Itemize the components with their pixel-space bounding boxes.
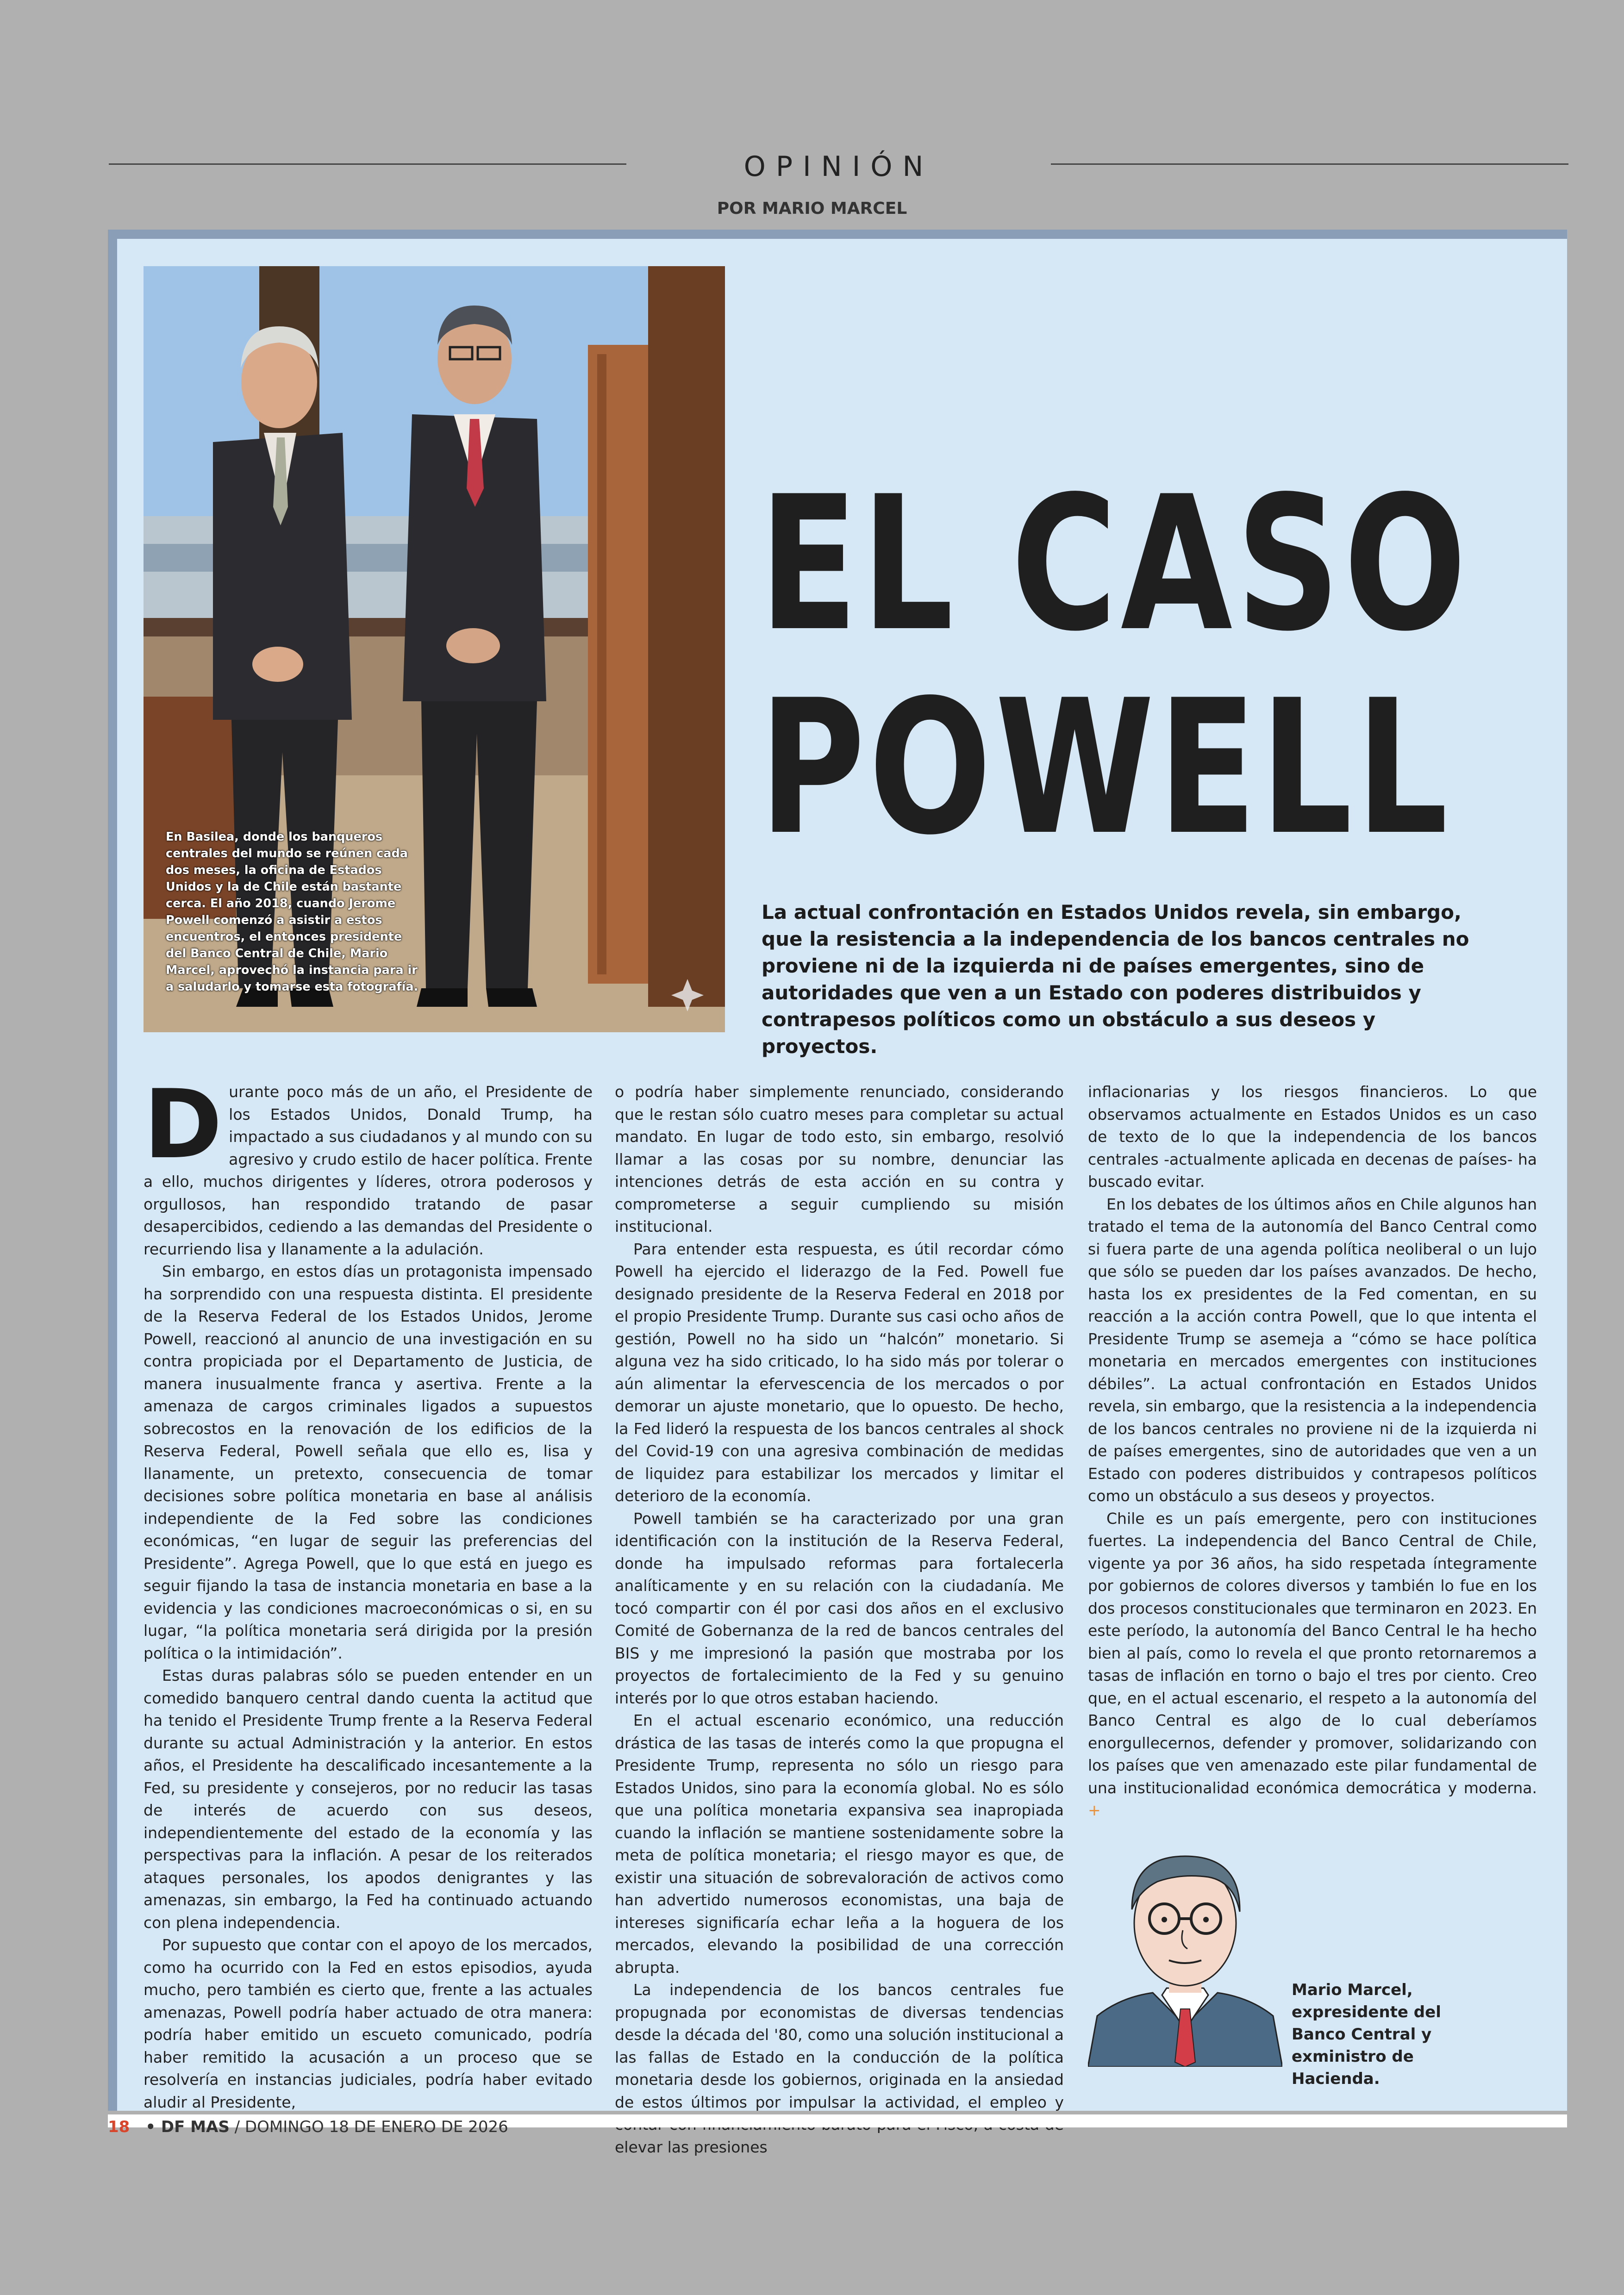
drop-cap: D [144,1070,223,1180]
body-paragraph [1088,1508,1537,1822]
paragraph-text: urante poco más de un año, el Presidente de los Estados Unidos, Donald Trump, ha impactado a sus ciudadanos y al mundo con su agresivo y crudo estilo de hacer política. Frente a ello, muchos dirigentes y líderes, otrora poderosos y orgullosos, han respondido tratando de pasar desapercibidos, cediendo a las demandas del Presidente o recurriendo lisa y llanamente a la adulación. [144,1083,593,1258]
body-column-2 [615,1081,1064,2158]
body-paragraph: La independencia de los bancos centrales fue propugnada por economistas de diversas tendencias desde la década del '80, como una solución institucional a las fallas de Estado en la conducción de la política monetaria desde los gobiernos, originada en la ansiedad de estos últimos por impulsar la actividad, el empleo y elevar las presiones [615,1981,1064,2156]
body-paragraph: inflacionarias y los riesgos financieros. Lo que observamos actualmente en Estados Unidos es un caso de texto de lo que la independencia de los bancos centrales -actualmente aplicada en decenas de países- ha buscado evitar. [1088,1083,1537,1191]
publication-name: • DF MAS [145,2118,230,2136]
body-paragraph: Para entender esta respuesta, es útil recordar cómo Powell ha ejercido el liderazgo de la Fed. Powell fue designado presidente de la Reserva Federal en 2018 por el propio Presidente Trump. Durante sus casi ocho años de gestión, Powell no ha sido un “halcón” monetario. Si alguna vez ha sido criticado, lo ha sido más por tolerar o aún alimentar la efervescencia de los mercados o por demorar un ajuste monetario, que lo opuesto. De hecho, la Fed lideró la respuesta de los bancos centrales al shock del Covid-19 con una agresiva combinación de medidas de liquidez para estabilizar los mercados y limitar el deterioro de la economía. [615,1240,1064,1505]
paragraph-text: Chile es un país emergente, pero con instituciones fuertes. La independencia del Banco Central de Chile, vigente ya por 36 años, ha sido respetada íntegramente por gobiernos de colores diversos y también lo fue en los dos procesos constitucionales que terminaron en 2023. En este período, la autonomía del Banco Central le ha hecho bien al país, como lo revela el que pronto retornaremos a tasas de inflación en torno o bajo el tres por ciento. Creo que, en el actual escenario, el respeto a la autonomía del Banco Central es algo de lo cual deberíamos enorgullecernos, defender y promover, solidarizando con los países que ven amenazado este pilar fundamental de una institucionalidad económica democrática y moderna. [1088,1509,1537,1797]
byline: POR MARIO MARCEL [717,199,907,218]
headline-line-1: EL CASO [759,457,1470,672]
body-paragraph: Estas duras palabras sólo se pueden entender en un comedido banquero central dando cuenta la actitud que ha tenido el Presidente Trump frente a la Reserva Federal durante su actual Administración y la anterior. En estos años, el Presidente ha descalificado incesantemente a la Fed, su presidente y consejeros, por no reducir las tasas de interés de acuerdo con sus deseos, independientemente del estado de la economía y las perspectivas para la inflación. A pesar de los reiterados ataques personales, los apodos denigrantes y las amenazas, sin embargo, la Fed ha continuado actuando con plena independencia. [144,1666,593,1932]
headline [759,457,1470,876]
page-folio [108,2118,508,2136]
photo-caption: En Basilea, donde los banqueros centrales del mundo se reúnen cada dos meses, la oficina de Estados Unidos y la de Chile están bastante cerca. El año 2018, cuando Jerome Powell comenzó a asistir a estos encuentros, el entonces presidente del Banco Central de Chile, Mario Marcel, aprovechó la instancia para ir a saludarlo y tomarse esta fotografía. [166,830,418,994]
body-column-1 [144,1070,593,2114]
author-portrait [1088,1831,1282,2067]
body-paragraph: Powell también se ha caracterizado por una gran identificación con la institución de la Reserva Federal, donde ha impulsado reformas para fortalecerla analíticamente y en su relación con la ciudadanía. Me tocó compartir con él por casi dos años en el exclusivo Comité de Gobernanza de la red de bancos centrales del BIS y me impresionó la pasión que mostraba por los proyectos de fortalecimiento de la Fed y su genuino interés por lo que otros estaban haciendo. [615,1509,1064,1707]
section-title: OPINIÓN [743,150,934,183]
publication-date: DOMINGO 18 DE ENERO DE 2026 [244,2118,508,2136]
body-column-3 [1088,1081,1537,1822]
body-paragraph: En los debates de los últimos años en Chile algunos han tratado el tema de la autonomía del Banco Central como si fuera parte de una agenda política neoliberal o un lujo que sólo se pueden dar los países avanzados. De hecho, hasta los ex presidentes de la Fed comentan, en su reacción a la acción contra Powell, que lo que intenta el Presidente Trump se asemeja a “cómo se hace política monetaria en mercados emergentes con instituciones débiles”. La actual confrontación en Estados Unidos revela, sin embargo, que la resistencia a la independencia de los bancos centrales no proviene ni de la izquierda ni de países emergentes, sino de autoridades que ven a un Estado con poderes distribuidos y contrapesos políticos como un obstáculo a sus deseos y proyectos. [1088,1195,1537,1505]
body-paragraph: En el actual escenario económico, una reducción drástica de las tasas de interés como la que propugna el Presidente Trump, representa no sólo un riesgo para Estados Unidos, sino para la economía global. No es sólo que una política monetaria expansiva sea inapropiada cuando la inflación se mantiene sostenidamente sobre la meta de política monetaria; el riesgo mayor es que, de existir una situación de sobrevaloración de activos como han advertido numerosos economistas, una baja de intereses significaría echar leña a la hoguera de los mercados, elevando la posibilidad de una corrección abrupta. [615,1711,1064,1977]
header-rule-right [1051,163,1568,165]
body-paragraph [144,1070,593,1260]
article-photo [144,266,725,1032]
body-paragraph: Por supuesto que contar con el apoyo de los mercados, como ha ocurrido con la Fed en estos episodios, ayuda mucho, pero también es cierto que, frente a las actuales amenazas, Powell podría haber actuado de otra manera: podría haber emitido un escueto comunicado, podría haber remitido la acusación a un proceso que se resolvería en instancias judiciales, podría haber evitado aludir al Presidente, [144,1936,593,2111]
section-header [0,148,1624,185]
headline-line-2: POWELL [759,661,1452,876]
end-mark-icon: + [1088,1801,1101,1819]
author-portrait-illustration [1088,1831,1282,2067]
author-bio: Mario Marcel, expresidente del Banco Central y exministro de Hacienda. [1292,1981,1441,2088]
body-paragraph: Sin embargo, en estos días un protagonista impensado ha sorprendido con una respuesta distinta. El presidente de la Reserva Federal de los Estados Unidos, Jerome Powell, reaccionó al anuncio de una investigación en su contra propiciada por el Departamento de Justicia, de manera inusualmente franca y asertiva. Frente a la amenaza de cargos criminales ligados a supuestos sobrecostos en la renovación de los edificios de la Reserva Federal, Powell señala que ello es, lisa y llanamente, un pretexto, consecuencia de tomar decisiones sobre política monetaria en base al análisis independiente de la Fed sobre las condiciones económicas, “en lugar de seguir las preferencias del Presidente”. Agrega Powell, que lo que está en juego es seguir fijando la tasa de instancia monetaria en base a la evidencia y las condiciones macroeconómicas o si, en su lugar, “la política monetaria será dirigida por la presión política o la intimidación”. [144,1262,593,1662]
article-deck: La actual confrontación en Estados Unidos revela, sin embargo, que la resistencia a la independencia de los bancos centrales no proviene ni de la izquierda ni de países emergentes, sino de autoridades que ven a un Estado con poderes distribuidos y contrapesos políticos como un obstáculo a sus deseos y proyectos. [762,901,1469,1058]
folio-separator: / [234,2118,240,2136]
body-paragraph: o podría haber simplemente renunciado, considerando que le restan sólo cuatro meses para completar su actual mandato. En lugar de todo esto, sin embargo, resolvió llamar a las cosas por su nombre, denunciar las intenciones detrás de esta acción en su contra y comprometerse a seguir cumpliendo su misión institucional. [615,1083,1064,1235]
page-number: 18 [108,2118,130,2136]
header-rule-left [109,163,626,165]
